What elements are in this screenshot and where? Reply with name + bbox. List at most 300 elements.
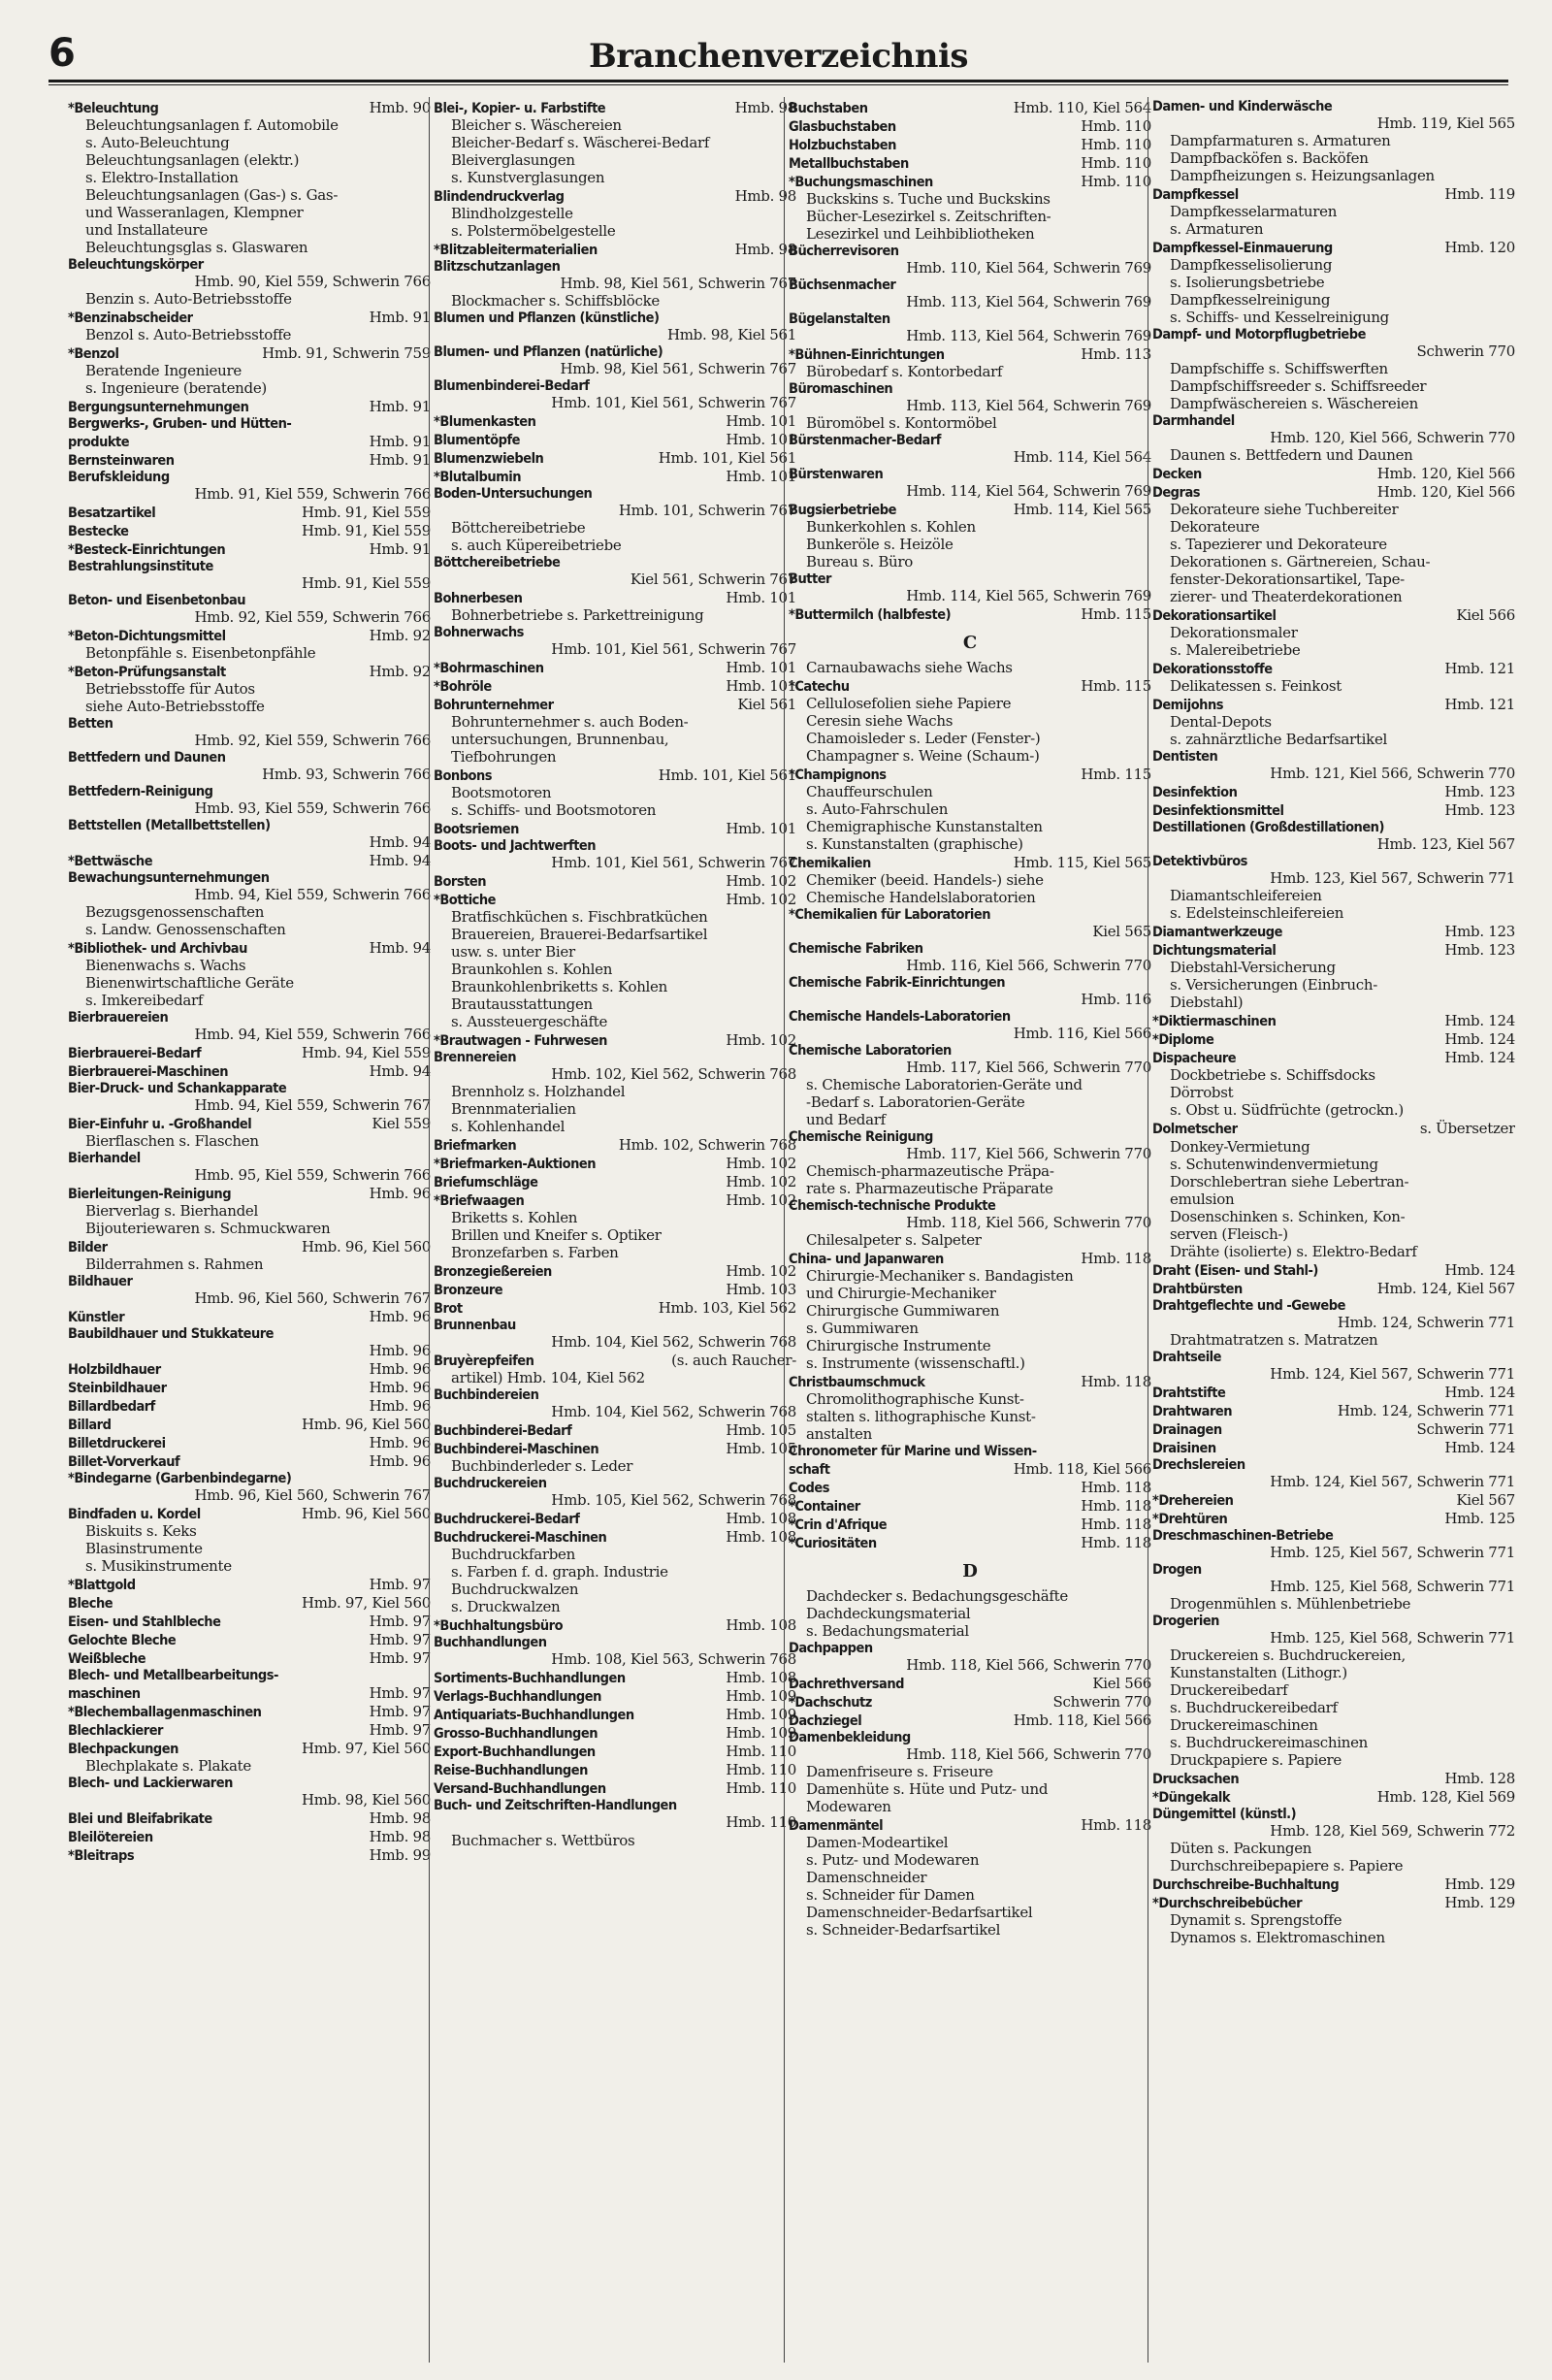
entry-reference: Hmb. 109	[726, 1724, 796, 1742]
directory-entry	[68, 870, 431, 938]
entry-head	[789, 345, 1151, 363]
entry-line: fenster-Dekorationsartikel, Tape-	[1170, 571, 1405, 588]
directory-entry	[1152, 327, 1515, 412]
entry-heading: *Benzol	[68, 346, 119, 362]
entry-heading: Böttchereibetriebe	[434, 555, 561, 571]
entry-line: Dachdeckungsmaterial	[806, 1605, 971, 1622]
entry-head	[1152, 1350, 1515, 1365]
entry-head	[1152, 1420, 1515, 1438]
entry-reference: Hmb. 92	[369, 663, 431, 680]
entry-head	[68, 1397, 431, 1415]
entry-line: s. Edelsteinschleifereien	[1170, 904, 1344, 922]
directory-entry	[434, 1779, 796, 1797]
entry-line: Chilesalpeter s. Salpeter	[806, 1231, 982, 1249]
entry-line: zierer- und Theaterdekorationen	[1170, 588, 1403, 605]
entry-line: Briketts s. Kohlen	[451, 1209, 578, 1226]
entry-heading: Steinbildhauer	[68, 1381, 167, 1396]
entry-reference: Hmb. 97, Kiel 560	[301, 1594, 431, 1612]
entry-reference: Hmb. 97	[369, 1721, 431, 1739]
entry-heading: Drucksachen	[1152, 1772, 1240, 1787]
entry-head	[1152, 1439, 1515, 1456]
directory-entry	[789, 1198, 1151, 1249]
directory-entry	[68, 1115, 431, 1150]
entry-heading: *Düngekalk	[1152, 1790, 1231, 1806]
entry-line: Hmb. 118, Kiel 566, Schwerin 770	[906, 1214, 1151, 1231]
entry-heading: Bohnerwachs	[434, 625, 524, 640]
entry-reference: Hmb. 96, Kiel 560	[301, 1505, 431, 1522]
directory-entry	[68, 309, 431, 343]
entry-reference: Hmb. 118, Kiel 566	[1013, 1712, 1151, 1729]
entry-line: s. Druckwalzen	[451, 1598, 561, 1615]
entry-head	[68, 1115, 431, 1132]
entry-heading: Bilder	[68, 1240, 108, 1255]
entry-head	[434, 820, 796, 837]
directory-entry	[434, 1421, 796, 1439]
directory-entry	[68, 1397, 431, 1415]
entry-heading: Bestecke	[68, 524, 129, 539]
entry-head	[434, 1724, 796, 1742]
entry-heading: Büchsenmacher	[789, 277, 896, 293]
directory-entry	[434, 659, 796, 676]
directory-entry	[434, 486, 796, 554]
entry-line: Hmb. 123, Kiel 567	[1376, 835, 1515, 853]
column-divider	[429, 97, 430, 2363]
entry-heading: *Beton-Dichtungsmittel	[68, 629, 226, 644]
column-2	[434, 99, 796, 2364]
entry-head	[68, 1828, 431, 1845]
entry-head	[1152, 1030, 1515, 1048]
directory-entry	[1152, 1384, 1515, 1401]
entry-reference: Hmb. 123	[1444, 923, 1515, 940]
entry-reference: Hmb. 96	[369, 1308, 431, 1325]
entry-heading: Blumen und Pflanzen (künstliche)	[434, 310, 660, 326]
entry-line: Hmb. 91, Kiel 559	[301, 574, 431, 592]
entry-reference: Hmb. 94	[369, 1062, 431, 1080]
entry-head	[68, 1740, 431, 1757]
directory-entry	[68, 1631, 431, 1648]
entry-head	[434, 1798, 796, 1813]
entry-head	[1152, 483, 1515, 501]
entry-heading: Brennereien	[434, 1050, 517, 1065]
entry-head	[68, 1185, 431, 1202]
directory-entry	[789, 1587, 1151, 1640]
entry-head	[789, 1009, 1151, 1025]
entry-heading: Dachziegel	[789, 1713, 862, 1729]
directory-entry	[68, 1471, 431, 1504]
entry-head	[1152, 1770, 1515, 1787]
entry-heading: Bildhauer	[68, 1274, 133, 1289]
entry-heading: Beleuchtungskörper	[68, 257, 204, 273]
directory-entry	[68, 1151, 431, 1184]
entry-reference: Hmb. 115, Kiel 565	[1013, 854, 1151, 871]
directory-entry	[434, 838, 796, 871]
entry-head	[434, 187, 796, 205]
directory-entry	[434, 1155, 796, 1172]
directory-entry	[789, 1534, 1151, 1551]
entry-line: Bücher-Lesezirkel s. Zeitschriften-	[806, 208, 1051, 225]
entry-reference: Hmb. 101, Kiel 561	[658, 766, 796, 784]
entry-head	[1152, 820, 1515, 835]
entry-heading: Bugsierbetriebe	[789, 503, 896, 518]
entry-head	[1152, 660, 1515, 677]
entry-head	[789, 381, 1151, 397]
entry-head	[434, 1191, 796, 1209]
entry-heading: Brunnenbau	[434, 1318, 516, 1333]
entry-line: Bratfischküchen s. Fischbratküchen	[451, 908, 708, 926]
directory-entry	[1152, 1402, 1515, 1419]
entry-line: Bezugsgenossenschaften	[85, 903, 265, 921]
entry-reference: Hmb. 102	[726, 891, 796, 908]
entry-heading: *Buttermilch (halbfeste)	[789, 607, 952, 623]
entry-head	[434, 241, 796, 258]
entry-line: Hmb. 114, Kiel 564	[1013, 448, 1151, 466]
entry-heading: Glasbuchstaben	[789, 119, 896, 135]
directory-entry	[789, 99, 1151, 116]
entry-heading: Buchbinderei-Bedarf	[434, 1423, 572, 1439]
entry-heading: *Bibliothek- und Archivbau	[68, 941, 247, 957]
entry-heading: Bier-Druck- und Schankapparate	[68, 1081, 287, 1096]
entry-reference: Hmb. 124	[1444, 1030, 1515, 1048]
entry-head	[1152, 99, 1515, 114]
entry-head	[434, 555, 796, 571]
entry-line: Ceresin siehe Wachs	[806, 712, 954, 730]
entry-line: Buchbinderleder s. Leder	[451, 1457, 633, 1475]
directory-entry	[1152, 1510, 1515, 1527]
entry-line: Braunkohlenbriketts s. Kohlen	[451, 978, 667, 995]
directory-entry	[434, 1173, 796, 1190]
directory-entry	[789, 941, 1151, 974]
directory-entry	[1152, 696, 1515, 748]
entry-heading: Bohrunternehmer	[434, 698, 554, 713]
entry-heading: Blech- und Lackierwaren	[68, 1776, 233, 1791]
entry-reference: Hmb. 98	[734, 99, 796, 116]
directory-entry	[1152, 941, 1515, 1011]
entry-heading: Destillationen (Großdestillationen)	[1152, 820, 1384, 835]
column-4	[1152, 99, 1515, 2364]
entry-head	[434, 891, 796, 908]
directory-entry	[434, 1281, 796, 1298]
entry-head	[68, 559, 431, 574]
directory-entry	[434, 1440, 796, 1475]
directory-entry	[789, 136, 1151, 153]
entry-head	[68, 1703, 431, 1720]
entry-reference: Hmb. 110	[1081, 136, 1151, 153]
entry-line: Dampfheizungen s. Heizungsanlagen	[1170, 167, 1435, 184]
directory-entry	[434, 677, 796, 695]
entry-line: Beratende Ingenieure	[85, 362, 242, 379]
entry-reference: Hmb. 91	[369, 451, 431, 469]
entry-heading: Bernsteinwaren	[68, 453, 175, 469]
directory-entry	[68, 1594, 431, 1612]
entry-heading: Christbaumschmuck	[789, 1375, 925, 1390]
directory-entry	[789, 244, 1151, 277]
entry-reference: Hmb. 118	[1081, 1250, 1151, 1267]
section-letter: C	[962, 633, 978, 653]
entry-heading: Gelochte Bleche	[68, 1633, 177, 1648]
entry-line: Druckereien s. Buchdruckereien,	[1170, 1646, 1406, 1664]
entry-reference: Hmb. 108	[726, 1510, 796, 1527]
entry-heading: *Diplome	[1152, 1032, 1214, 1048]
entry-heading: Demijohns	[1152, 698, 1224, 713]
entry-heading: Drahtbürsten	[1152, 1282, 1243, 1297]
entry-line: s. zahnärztliche Bedarfsartikel	[1170, 731, 1388, 748]
entry-line: Kiel 565	[1092, 923, 1151, 940]
directory-entry	[1152, 1894, 1515, 1946]
entry-reference: Hmb. 109	[726, 1687, 796, 1705]
directory-entry	[434, 1318, 796, 1351]
directory-entry	[1152, 1770, 1515, 1787]
entry-reference: Hmb. 114, Kiel 565	[1013, 501, 1151, 518]
entry-heading: *Crin d'Afrique	[789, 1517, 888, 1533]
entry-heading: Diamantwerkzeuge	[1152, 925, 1282, 940]
directory-entry	[1152, 1788, 1515, 1806]
directory-entry	[434, 241, 796, 258]
entry-heading: Bierleitungen-Reinigung	[68, 1187, 232, 1202]
entry-line: s. Putz- und Modewaren	[806, 1851, 980, 1869]
entry-line: Brennholz s. Holzhandel	[451, 1083, 626, 1100]
entry-line: untersuchungen, Brunnenbau,	[451, 731, 669, 748]
entry-line: Damenhüte s. Hüte und Putz- und	[806, 1780, 1049, 1798]
entry-head	[1152, 783, 1515, 800]
entry-line: anstalten	[806, 1425, 872, 1443]
directory-entry	[789, 277, 1151, 310]
entry-reference: Hmb. 118	[1081, 1516, 1151, 1533]
entry-line: Brillen und Kneifer s. Optiker	[451, 1226, 662, 1244]
entry-head	[789, 433, 1151, 448]
entry-heading: Dichtungsmaterial	[1152, 943, 1277, 959]
entry-line: Dekorateure siehe Tuchbereiter	[1170, 501, 1399, 518]
entry-head	[434, 259, 796, 275]
entry-line: Benzol s. Auto-Betriebsstoffe	[85, 326, 292, 343]
directory-entry	[434, 99, 796, 186]
directory-entry	[68, 1776, 431, 1809]
entry-reference: Hmb. 96	[369, 1185, 431, 1202]
entry-reference: Hmb. 124	[1444, 1261, 1515, 1279]
entry-line: Hmb. 101, Schwerin 767	[618, 502, 796, 519]
entry-line: Diebstahl)	[1170, 994, 1244, 1011]
page-number: 6	[48, 31, 76, 76]
entry-heading: Chemische Fabrik-Einrichtungen	[789, 975, 1006, 991]
entry-reference: Hmb. 118	[1081, 1534, 1151, 1551]
entry-heading: Bier-Einfuhr u. -Großhandel	[68, 1117, 252, 1132]
directory-entry	[789, 1373, 1151, 1443]
entry-line: Hmb. 125, Kiel 568, Schwerin 771	[1270, 1629, 1515, 1646]
entry-head	[68, 1721, 431, 1739]
section-letter: D	[962, 1561, 978, 1581]
entry-heading: Eisen- und Stahlbleche	[68, 1614, 221, 1630]
entry-reference: Hmb. 96, Kiel 560	[301, 1416, 431, 1433]
directory-entry	[68, 451, 431, 469]
entry-head	[789, 311, 1151, 327]
directory-entry	[789, 677, 1151, 765]
entry-heading: Dekorationsstoffe	[1152, 662, 1273, 677]
entry-head	[434, 344, 796, 360]
directory-entry	[68, 344, 431, 397]
entry-line: Hmb. 96	[369, 1342, 431, 1359]
directory-entry	[434, 187, 796, 240]
entry-line: Hmb. 105, Kiel 562, Schwerin 768	[551, 1491, 796, 1509]
entry-line: Hmb. 96, Kiel 560, Schwerin 767	[194, 1486, 431, 1504]
directory-entry	[1152, 660, 1515, 695]
entry-head	[789, 941, 1151, 957]
entry-head	[789, 677, 1151, 695]
entry-line: Drogenmühlen s. Mühlenbetriebe	[1170, 1595, 1411, 1613]
entry-head	[434, 1421, 796, 1439]
entry-head	[68, 1010, 431, 1026]
entry-reference: Hmb. 91, Kiel 559	[301, 522, 431, 539]
directory-entry	[789, 1009, 1151, 1042]
directory-entry	[68, 663, 431, 715]
entry-reference: Hmb. 110, Kiel 564	[1013, 99, 1151, 116]
entry-line: Dockbetriebe s. Schiffsdocks	[1170, 1066, 1375, 1084]
entry-head	[68, 750, 431, 766]
directory-entry	[1152, 854, 1515, 922]
entry-heading: Versand-Buchhandlungen	[434, 1781, 606, 1797]
entry-head	[68, 1434, 431, 1451]
entry-line: Brennmaterialien	[451, 1100, 576, 1118]
entry-heading: Briefmarken	[434, 1138, 517, 1154]
directory-entry	[1152, 1350, 1515, 1383]
entry-reference: Hmb. 113	[1081, 345, 1151, 363]
entry-line: Büromöbel s. Kontormöbel	[806, 414, 997, 432]
entry-heading: *Beton-Prüfungsanstalt	[68, 665, 226, 680]
entry-line: Delikatessen s. Feinkost	[1170, 677, 1342, 695]
entry-heading: Dachrethversand	[789, 1677, 904, 1692]
entry-line: Bijouteriewaren s. Schmuckwaren	[85, 1220, 331, 1237]
entry-head	[789, 1712, 1151, 1729]
directory-entry	[68, 1010, 431, 1043]
entry-head	[1152, 1807, 1515, 1822]
directory-entry	[434, 1352, 796, 1386]
entry-head	[68, 939, 431, 957]
entry-line: Bienenwirtschaftliche Geräte	[85, 974, 294, 992]
entry-line: Hmb. 125, Kiel 567, Schwerin 771	[1270, 1544, 1515, 1561]
directory-entry	[789, 1479, 1151, 1496]
entry-heading: Briefumschläge	[434, 1175, 538, 1190]
directory-entry	[68, 470, 431, 503]
entry-head	[68, 1631, 431, 1648]
entry-line: Betriebsstoffe für Autos	[85, 680, 255, 698]
entry-head	[789, 1497, 1151, 1515]
entry-heading: Buchbindereien	[434, 1387, 539, 1403]
entry-reference: Hmb. 96	[369, 1434, 431, 1451]
directory-entry	[68, 939, 431, 1009]
entry-line: und Bedarf	[806, 1111, 886, 1128]
entry-line: Hmb. 116, Kiel 566	[1013, 1025, 1151, 1042]
entry-reference: Hmb. 101	[726, 677, 796, 695]
directory-entry	[789, 1129, 1151, 1197]
directory-entry	[434, 1050, 796, 1135]
entry-heading: Verlags-Buchhandlungen	[434, 1689, 601, 1705]
entry-reference: Hmb. 98	[734, 187, 796, 205]
entry-line: Chemische Handelslaboratorien	[806, 889, 1036, 906]
directory-entry	[789, 1816, 1151, 1939]
entry-head	[1152, 606, 1515, 624]
entry-reference: Hmb. 124, Schwerin 771	[1337, 1402, 1515, 1419]
entry-head	[789, 277, 1151, 293]
entry-heading: Desinfektion	[1152, 785, 1238, 800]
directory-entry	[68, 416, 431, 432]
entry-head	[434, 1528, 796, 1546]
entry-heading: maschinen	[68, 1686, 141, 1702]
directory-entry	[789, 311, 1151, 344]
directory-entry	[1152, 801, 1515, 819]
entry-head	[789, 467, 1151, 482]
entry-reference: Hmb. 124	[1444, 1439, 1515, 1456]
entry-line: Hmb. 114, Kiel 564, Schwerin 769	[906, 482, 1151, 500]
entry-line: Dynamos s. Elektromaschinen	[1170, 1929, 1385, 1946]
entry-line: Hmb. 94	[369, 833, 431, 851]
entry-heading: Bettfedern-Reinigung	[68, 784, 213, 799]
entry-head	[434, 1155, 796, 1172]
entry-heading: Blindendruckverlag	[434, 189, 565, 205]
entry-head	[434, 1779, 796, 1797]
entry-heading: *Bleitraps	[68, 1848, 135, 1864]
entry-head	[68, 1594, 431, 1612]
entry-head	[434, 589, 796, 606]
entry-reference: Hmb. 96	[369, 1379, 431, 1396]
entry-heading: *Besteck-Einrichtungen	[68, 542, 226, 558]
entry-head	[1152, 1402, 1515, 1419]
entry-head	[68, 1776, 431, 1791]
entry-heading: Dolmetscher	[1152, 1122, 1238, 1137]
entry-head	[434, 625, 796, 640]
entry-line: Chirurgische Instrumente	[806, 1337, 991, 1354]
entry-line: Dampfkesselreinigung	[1170, 291, 1331, 309]
entry-heading: Bierhandel	[68, 1151, 141, 1166]
entry-reference: Hmb. 102	[726, 1173, 796, 1190]
entry-heading: Codes	[789, 1481, 829, 1496]
directory-entry	[68, 1613, 431, 1630]
directory-entry	[1152, 749, 1515, 782]
entry-head	[68, 522, 431, 539]
entry-reference: Hmb. 101	[726, 431, 796, 448]
entry-heading: Weißbleche	[68, 1651, 146, 1667]
entry-heading: Reise-Buchhandlungen	[434, 1763, 588, 1778]
entry-line: Durchschreibepapiere s. Papiere	[1170, 1857, 1404, 1875]
entry-line: s. Gummiwaren	[806, 1320, 919, 1337]
entry-reference: Hmb. 101	[726, 820, 796, 837]
entry-head	[68, 663, 431, 680]
entry-line: Hmb. 94, Kiel 559, Schwerin 766	[194, 1026, 431, 1043]
entry-head	[434, 1635, 796, 1650]
entry-line: s. Schiffs- und Bootsmotoren	[451, 801, 657, 819]
entry-line: s. Schutenwindenvermietung	[1170, 1156, 1378, 1173]
entry-line: s. Schiffs- und Kesselreinigung	[1170, 309, 1389, 326]
entry-line: Hmb. 113, Kiel 564, Schwerin 769	[906, 327, 1151, 344]
entry-heading: *Buchhaltungsbüro	[434, 1618, 564, 1634]
entry-head	[68, 344, 431, 362]
entry-head	[1152, 1491, 1515, 1509]
directory-entry	[68, 1308, 431, 1325]
entry-heading: Dachpappen	[789, 1641, 873, 1656]
directory-entry	[789, 659, 1151, 676]
entry-heading: Blitzschutzanlagen	[434, 259, 561, 275]
entry-line: Dampfkesselarmaturen	[1170, 203, 1338, 220]
directory-entry	[68, 1703, 431, 1720]
entry-line: Bierverlag s. Bierhandel	[85, 1202, 258, 1220]
entry-reference: Hmb. 97	[369, 1684, 431, 1702]
entry-line: Hmb. 102, Kiel 562, Schwerin 768	[551, 1065, 796, 1083]
directory-entry	[434, 1706, 796, 1723]
entry-line: Hmb. 92, Kiel 559, Schwerin 766	[194, 608, 431, 626]
directory-entry	[789, 605, 1151, 623]
directory-entry	[1152, 239, 1515, 326]
entry-reference: Hmb. 119	[1444, 185, 1515, 203]
entry-reference: Hmb. 123	[1444, 941, 1515, 959]
entry-head	[434, 486, 796, 502]
entry-line: s. auch Küpereibetriebe	[451, 537, 622, 554]
